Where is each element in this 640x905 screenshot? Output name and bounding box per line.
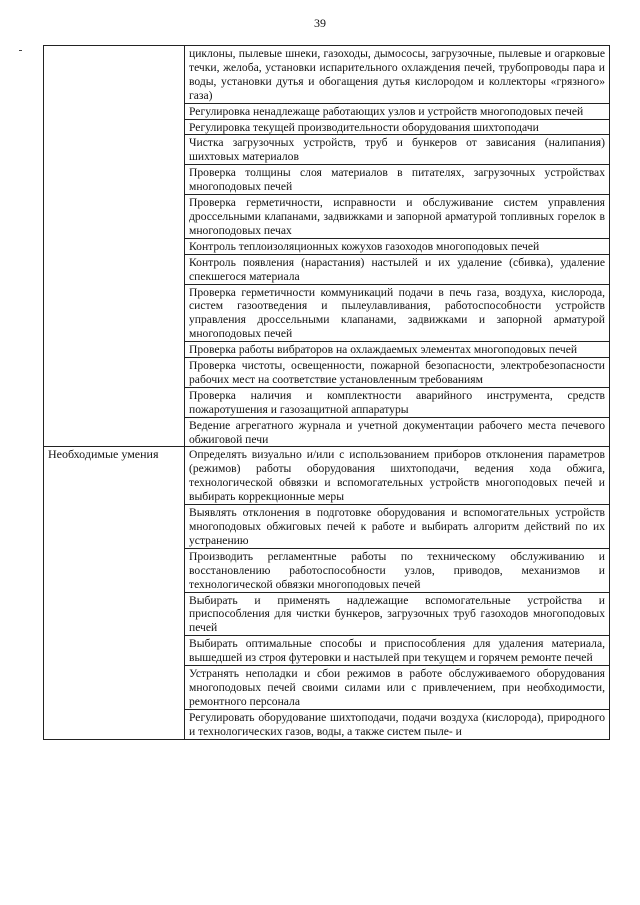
row-text: Проверка герметичности, исправности и обслуживание систем управления дроссельными клапанами, задвижками и запорной арматурой топливных горелок в многоподовых печах	[185, 195, 610, 239]
table-row	[44, 447, 610, 505]
row-text: Определять визуально и/или с использованием приборов отклонения параметров (режимов) работы оборудования шихтоподачи, ведения хода обжига, технологической обвязки и вспомогательных устройств многоподовых печей и выбирать коррекционные меры	[185, 447, 610, 505]
row-text: Проверка толщины слоя материалов в питателях, загрузочных устройствах многоподовых печей	[185, 165, 610, 195]
row-text: Ведение агрегатного журнала и учетной документации рабочего места печевого обжиговой печи	[185, 417, 610, 447]
row-text: Чистка загрузочных устройств, труб и бункеров от зависания (налипания) шихтовых материалов	[185, 135, 610, 165]
margin-mark	[19, 50, 22, 51]
row-text: Регулировка ненадлежаще работающих узлов и устройств многоподовых печей	[185, 103, 610, 119]
row-text: Устранять неполадки и сбои режимов в работе обслуживаемого оборудования многоподовых печей своими силами или с привлечением, при необходимости, ремонтного персонала	[185, 666, 610, 710]
row-text: циклоны, пылевые шнеки, газоходы, дымососы, загрузочные, пылевые и огарковые течки, желоба, установки испарительного охлаждения печей, трубопроводы пара и воды, установки дутья и обогащения дутья кислородом и коллекторы «грязного» газа)	[185, 46, 610, 104]
row-text: Регулировать оборудование шихтоподачи, подачи воздуха (кислорода), природного и технологических газов, воды, а также систем пыле- и	[185, 709, 610, 739]
row-text: Проверка работы вибраторов на охлаждаемых элементах многоподовых печей	[185, 342, 610, 358]
row-text: Проверка чистоты, освещенности, пожарной безопасности, электробезопасности рабочих мест на соответствие установленным требованиям	[185, 358, 610, 388]
section-title-skills: Необходимые умения	[44, 447, 185, 739]
row-text: Выбирать оптимальные способы и приспособления для удаления материала, вышедшей из строя футеровки и настылей при текущем и горячем ремонте печей	[185, 636, 610, 666]
section-cell-empty	[44, 46, 185, 447]
row-text: Контроль появления (нарастания) настылей и их удаление (сбивка), удаление спекшегося материала	[185, 254, 610, 284]
row-text: Проверка наличия и комплектности аварийного инструмента, средств пожаротушения и газозащитной аппаратуры	[185, 387, 610, 417]
row-text: Выявлять отклонения в подготовке оборудования и вспомогательных устройств многоподовых обжиговых печей к работе и выбирать алгоритм действий по их устранению	[185, 505, 610, 549]
row-text: Производить регламентные работы по техническому обслуживанию и восстановлению работоспособности узлов, приводов, механизмов и технологической обвязки многоподовых печей	[185, 548, 610, 592]
row-text: Контроль теплоизоляционных кожухов газоходов многоподовых печей	[185, 238, 610, 254]
table-row	[44, 46, 610, 104]
row-text: Регулировка текущей производительности оборудования шихтоподачи	[185, 119, 610, 135]
page-number: 39	[314, 16, 326, 30]
row-text: Проверка герметичности коммуникаций подачи в печь газа, воздуха, кислорода, систем газоотведения и пылеулавливания, работоспособности устройств управления дроссельными клапанами, задвижками и запорной арматурой многоподовых печей	[185, 284, 610, 342]
competency-table	[43, 45, 610, 740]
row-text: Выбирать и применять надлежащие вспомогательные устройства и приспособления для чистки бункеров, загрузочных труб газоходов многоподовых печей	[185, 592, 610, 636]
